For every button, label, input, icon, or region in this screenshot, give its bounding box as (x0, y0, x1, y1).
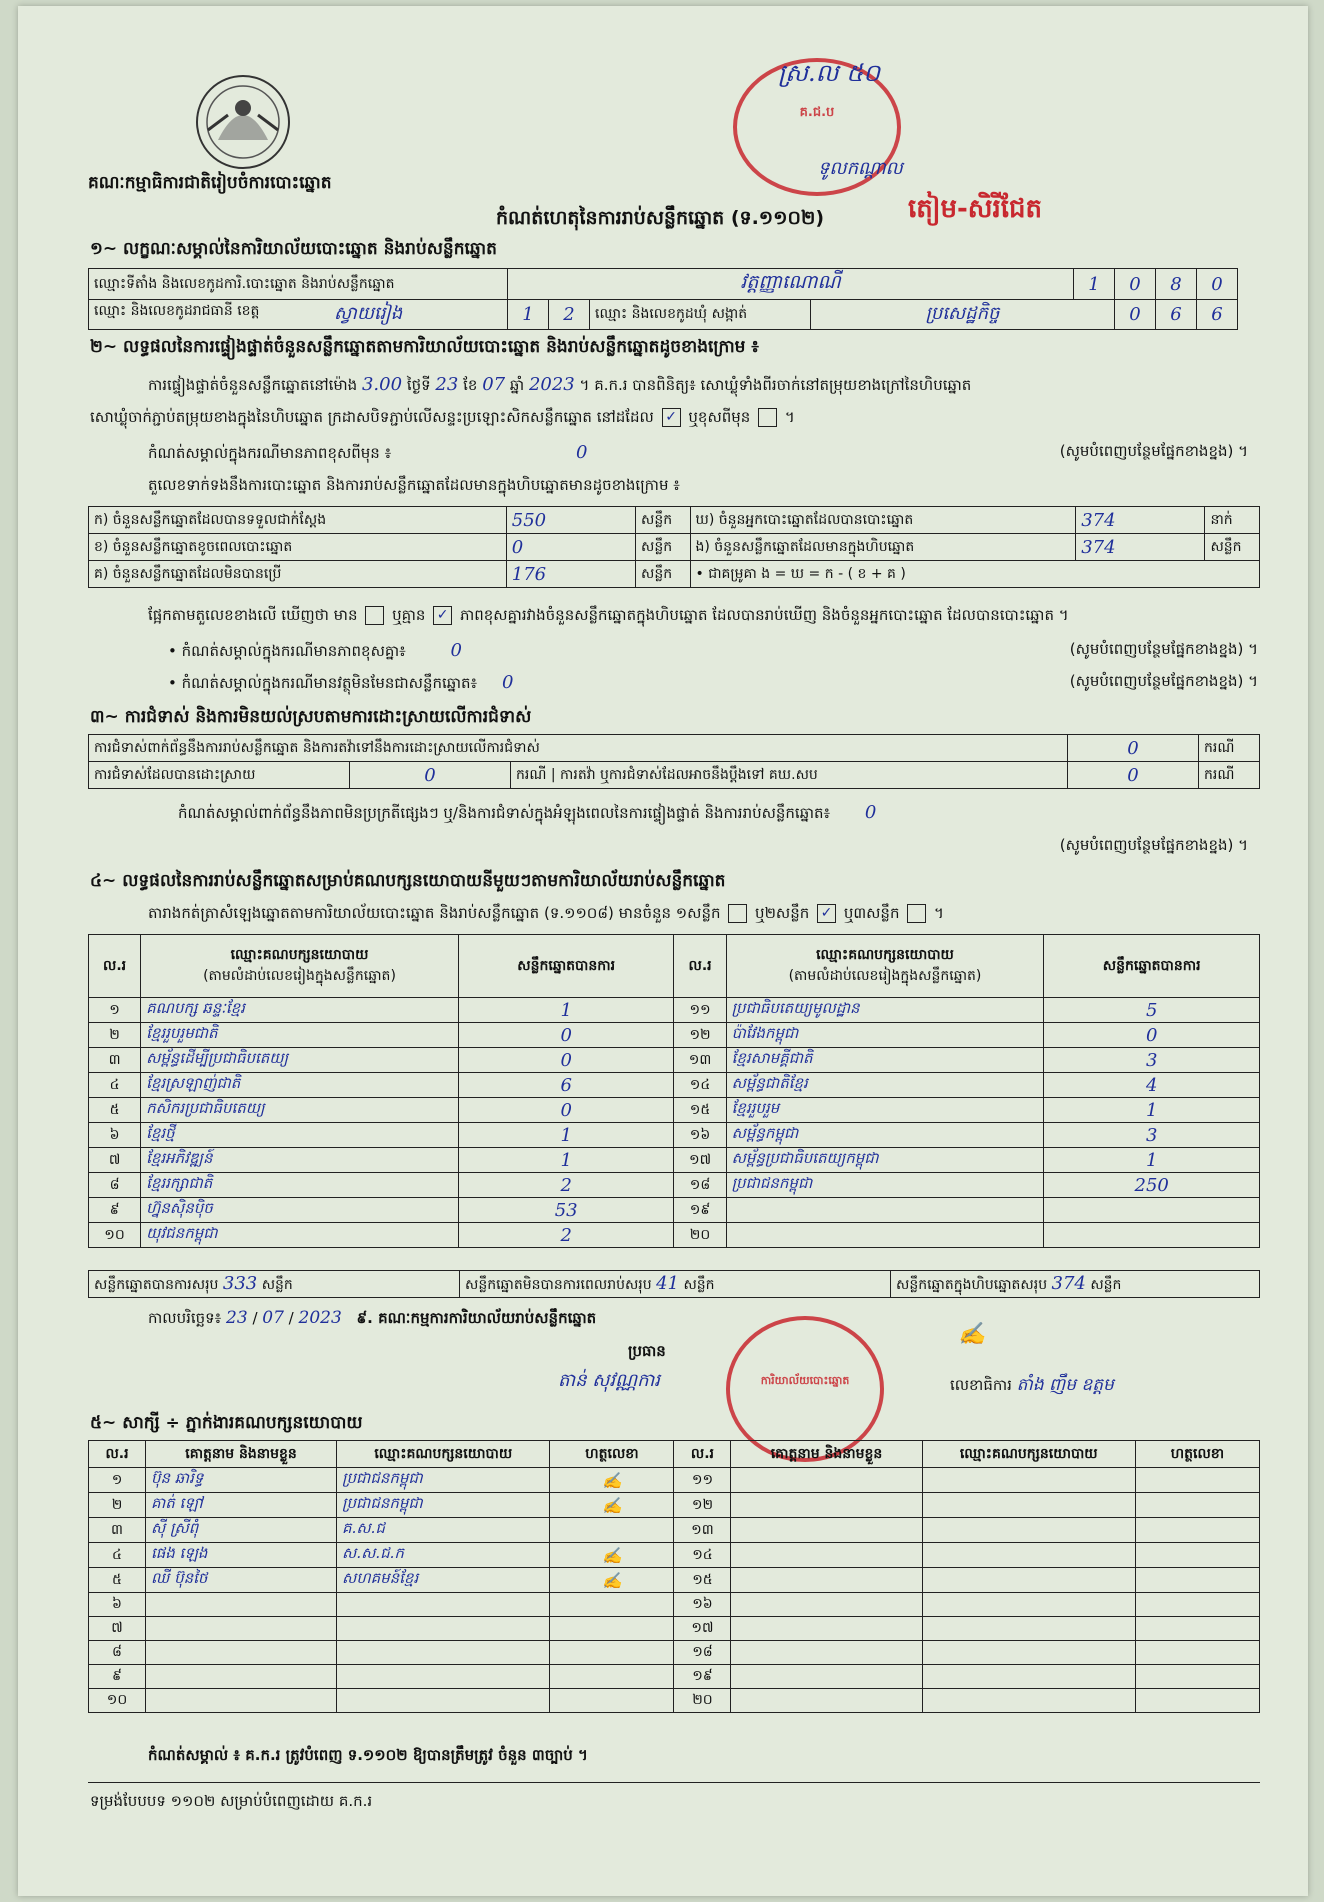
row-number: ៦ (89, 1593, 146, 1617)
row-number: ២០ (674, 1223, 726, 1248)
row-number: ៧ (89, 1617, 146, 1641)
witness-signature (550, 1665, 674, 1689)
voters-value: 374 (1076, 507, 1205, 534)
irregularity-hint: (សូមបំពេញបន្ថែមផ្នែកខាងខ្នង) ។ (1059, 836, 1248, 854)
section5-title: ៥~ សាក្សី ÷ ភ្នាក់ងារគណបក្សនយោបាយ (90, 1413, 363, 1433)
witness-signature: ✍ (550, 1568, 674, 1593)
commune-code-digit: 6 (1197, 300, 1238, 330)
witness-signature (1135, 1568, 1259, 1593)
row-number: ១៥ (674, 1568, 731, 1593)
witness-name (145, 1689, 336, 1713)
three-sheets-checkbox[interactable] (907, 904, 926, 923)
party-name: ប៉ាវែងកម្ពុជា (726, 1023, 1044, 1048)
province-note: តៀម-សិរីជែត (908, 194, 1043, 224)
row-number: ១៥ (674, 1098, 726, 1123)
no-difference-checkbox[interactable]: ✓ (433, 606, 452, 625)
unused-ballots-value: 176 (506, 561, 635, 588)
party-votes: 1 (458, 998, 674, 1023)
row-number: ១៨ (674, 1641, 731, 1665)
witness-signature: ✍ (550, 1493, 674, 1518)
row-number: ១០ (89, 1223, 141, 1248)
witness-party: គ.ស.ជ (337, 1518, 550, 1543)
witness-party (337, 1617, 550, 1641)
figures-table: ក) ចំនួនសន្លឹកឆ្នោតដែលបានទទួលជាក់ស្តែង 550 សន្លឹក ឃ) ចំនួនអ្នកបោះឆ្នោតដែលបានបោះឆ្នោត 374 នាក់ ខ) ចំនួនសន្លឹកឆ្នោតខូចពេលបោះឆ្នោត 0 សន្លឹក ង) ចំនួនសន្លឹកឆ្នោតដែលមានក្នុងហិបឆ្នោត 374 សន្លឹក គ) ចំនួនសន្លឹកឆ្នោតដែលមិនបានប្រើ 176 សន្លឹក • ជាគម្រូគា ង = ឃ = ក - ( ខ + គ ) (88, 506, 1260, 588)
section3-title: ៣~ ការជំទាស់ និងការមិនយល់ស្របតាមការដោះស្រាយលើការជំទាស់ (90, 707, 532, 727)
witness-row (89, 1689, 1260, 1713)
official-stamp-bottom: ការិយាល័យបោះឆ្នោត (726, 1316, 884, 1462)
results-row (89, 1123, 1260, 1148)
row-number: ១៨ (674, 1173, 726, 1198)
witness-party (337, 1665, 550, 1689)
witness-signature (1135, 1617, 1259, 1641)
row-number: ១៧ (674, 1617, 731, 1641)
row-number: ១៦ (674, 1123, 726, 1148)
bullet-note-2-value: 0 (501, 672, 514, 693)
party-votes: 53 (458, 1198, 674, 1223)
results-row (89, 1148, 1260, 1173)
witness-party (922, 1543, 1135, 1568)
row-number: ១១ (674, 998, 726, 1023)
witness-signature (1135, 1518, 1259, 1543)
spoiled-ballots-label: ខ) ចំនួនសន្លឹកឆ្នោតខូចពេលបោះឆ្នោត (89, 534, 507, 561)
row-number: ៤ (89, 1073, 141, 1098)
spoiled-ballots-value: 0 (506, 534, 635, 561)
row-number: ១៤ (674, 1073, 726, 1098)
party-name: ខ្មែរអភិវឌ្ឍន៍ (141, 1148, 459, 1173)
witness-party: ប្រជាជនកម្ពុជា (337, 1468, 550, 1493)
witness-name (731, 1518, 922, 1543)
witness-row (89, 1641, 1260, 1665)
witness-signature (1135, 1468, 1259, 1493)
party-votes: 1 (458, 1123, 674, 1148)
verification-year: 2023 (528, 374, 575, 395)
party-votes: 2 (458, 1223, 674, 1248)
party-votes: 3 (1044, 1048, 1260, 1073)
results-row (89, 1173, 1260, 1198)
witness-signature: ✍ (550, 1468, 674, 1493)
row-number: ៨ (89, 1641, 146, 1665)
witness-name (731, 1543, 922, 1568)
witness-party (922, 1689, 1135, 1713)
witness-name (731, 1641, 922, 1665)
witness-name (731, 1593, 922, 1617)
results-row (89, 998, 1260, 1023)
party-votes (1044, 1223, 1260, 1248)
party-votes (1044, 1198, 1260, 1223)
one-sheet-checkbox[interactable] (728, 904, 747, 923)
form-footer: ទម្រង់បែបបទ ១១០២ សម្រាប់បំពេញដោយ គ.ក.រ (90, 1792, 373, 1810)
row-number: ២០ (674, 1689, 731, 1713)
witness-signature (550, 1641, 674, 1665)
witness-row (89, 1617, 1260, 1641)
witness-name (731, 1665, 922, 1689)
witness-row (89, 1518, 1260, 1543)
form-title: កំណត់ហេតុនៃការរាប់សន្លឹកឆ្នោត (ទ.១១០២) (496, 207, 825, 229)
received-ballots-value: 550 (506, 507, 635, 534)
figures-intro: តួលេខទាក់ទងនឹងការបោះឆ្នោត និងការរាប់សន្លឹកឆ្នោតដែលមានក្នុងហិបឆ្នោតមានដូចខាងក្រោម ៖ (148, 476, 680, 494)
polling-code-digit: 8 (1156, 269, 1197, 300)
verification-line-1: ការផ្ទៀងផ្ទាត់ចំនួនសន្លឹកឆ្នោតនៅម៉ោង 3.00 ថ្ងៃទី 23 ខែ 07 ឆ្នាំ 2023 ។ គ.ក.រ បានពិនិត្យ៖ សោឃ្លុំទាំងពីរចាក់នៅតម្រុយខាងក្រៅនៃហិបឆ្នោត (148, 374, 972, 395)
witness-party (922, 1493, 1135, 1518)
total-invalid: សន្លឹកឆ្នោតមិនបានការពេលរាប់សរុប 41 សន្លឹក (460, 1271, 891, 1298)
voters-label: ឃ) ចំនួនអ្នកបោះឆ្នោតដែលបានបោះឆ្នោត (690, 507, 1076, 534)
witness-name (145, 1617, 336, 1641)
witness-party (337, 1689, 550, 1713)
province-label: ឈ្មោះ និងលេខកូដរាជធានី ខេត្ត (94, 303, 260, 319)
appealed-label: ករណី | ការតវ៉ា ឬការជំទាស់ដែលអាចនឹងប្ដឹងទៅ គឃ.សប (511, 762, 1068, 789)
polling-label: ឈ្មោះទីតាំង និងលេខកូដការិ.បោះឆ្នោត និងរាប់សន្លឹកឆ្នោត (89, 269, 508, 300)
irregularity-note: កំណត់សម្គាល់ពាក់ព័ន្ធនឹងភាពមិនប្រក្រតីផ្សេងៗ ឬ/និងការជំទាស់ក្នុងអំឡុងពេលនៃការផ្ទៀងផ្ទាត់ និងការរាប់សន្លឹកឆ្នោត៖ 0 (178, 802, 877, 823)
witness-party (922, 1593, 1135, 1617)
witness-signature (1135, 1689, 1259, 1713)
party-name (726, 1223, 1044, 1248)
total-in-box: សន្លឹកឆ្នោតក្នុងហិបឆ្នោតសរុប 374 សន្លឹក (891, 1271, 1260, 1298)
row-number: ១២ (674, 1493, 731, 1518)
objections-label: ការជំទាស់ពាក់ព័ន្ធនឹងការរាប់សន្លឹកឆ្នោត និងការតវ៉ាទៅនឹងការដោះស្រាយលើការជំទាស់ (89, 735, 1068, 762)
commune-label: ឈ្មោះ និងលេខកូដឃុំ សង្កាត់ (590, 300, 811, 330)
party-votes: 5 (1044, 998, 1260, 1023)
witness-party (922, 1568, 1135, 1593)
witness-row (89, 1593, 1260, 1617)
witness-signature (1135, 1593, 1259, 1617)
verification-time: 3.00 (361, 374, 403, 395)
verification-month: 07 (482, 374, 506, 395)
commune-value: ប្រសេដ្ឋកិច្ច (811, 300, 1115, 330)
results-row (89, 1223, 1260, 1248)
row-number: ១៩ (674, 1665, 731, 1689)
party-votes: 0 (458, 1023, 674, 1048)
has-difference-checkbox[interactable] (365, 606, 384, 625)
party-votes: 0 (458, 1098, 674, 1123)
witness-signature (550, 1617, 674, 1641)
row-number: ១០ (89, 1689, 146, 1713)
objections-table: ការជំទាស់ពាក់ព័ន្ធនឹងការរាប់សន្លឹកឆ្នោត និងការតវ៉ាទៅនឹងការដោះស្រាយលើការជំទាស់ 0 ករណី ការជំទាស់ដែលបានដោះស្រាយ 0 ករណី | ការតវ៉ា ឬការជំទាស់ដែលអាចនឹងប្ដឹងទៅ គឃ.សប 0 ករណី (88, 734, 1260, 789)
row-number: ១៣ (674, 1518, 731, 1543)
row-number: ៩ (89, 1665, 146, 1689)
same-checkbox[interactable]: ✓ (662, 408, 681, 427)
province-code-digit: 1 (508, 300, 549, 330)
party-name: ប្រជាធិបតេយ្យមូលដ្ឋាន (726, 998, 1044, 1023)
party-votes: 6 (458, 1073, 674, 1098)
bullet-note-2: • កំណត់សម្គាល់ក្នុងករណីមានវត្ថុមិនមែនជាសន្លឹកឆ្នោត៖ 0 (សូមបំពេញបន្ថែមផ្នែកខាងខ្នង) ។ (168, 672, 1258, 693)
row-number: ១៧ (674, 1148, 726, 1173)
row-number: ៧ (89, 1148, 141, 1173)
party-name: យុវជនកម្ពុជា (141, 1223, 459, 1248)
chair-label: ប្រធាន (628, 1342, 666, 1360)
handwritten-note-top-2: ទូលកណ្ដាល (818, 158, 903, 179)
party-votes: 2 (458, 1173, 674, 1198)
verification-day: 23 (435, 374, 459, 395)
province-value: ស្វាយរៀង (334, 303, 403, 324)
org-name: គណៈកម្មាធិការជាតិរៀបចំការបោះឆ្នោត (88, 173, 332, 193)
results-row (89, 1073, 1260, 1098)
results-table: ល.រ ឈ្មោះគណបក្សនយោបាយ (តាមលំដាប់លេខរៀងក្នុងសន្លឹកឆ្នោត) សន្លឹកឆ្នោតបានការ ល.រ ឈ្មោះគណបក្សនយោបាយ (តាមលំដាប់លេខរៀងក្នុងសន្លឹកឆ្នោត) សន្លឹកឆ្នោតបានការ ១ គណបក្ស ឆន្ទៈខ្មែរ 1 ១១ ប្រជាធិបតេយ្យមូលដ្ឋាន 5 ២ ខ្មែររួបរួមជាតិ 0 ១២ ប៉ាវែងកម្ពុជា 0 ៣ សម្ព័ន្ធដើម្បីប្រជាធិបតេយ្យ 0 ១៣ ខ្មែរសាមគ្គីជាតិ 3 ៤ ខ្មែរស្រឡាញ់ជាតិ 6 ១៤ សម្ព័ន្ធជាតិខ្មែរ 4 ៥ កសិករប្រជាធិបតេយ្យ 0 ១៥ ខ្មែររួបរួម 1 ៦ ខ្មែរថ្មី 1 ១៦ សម្ព័ន្ធកម្ពុជា 3 ៧ ខ្មែរអភិវឌ្ឍន៍ 1 ១៧ សម្ព័ន្ធប្រជាធិបតេយ្យកម្ពុជា 1 ៨ ខ្មែររក្សាជាតិ 2 ១៨ ប្រជាជនកម្ពុជា 250 ៩ ហ្វ៊ុនស៊ិនប៉ិច 53 ១៩ ១០ យុវជនកម្ពុជា 2 ២០ (88, 934, 1260, 1248)
row-number: ១២ (674, 1023, 726, 1048)
witness-party (922, 1468, 1135, 1493)
resolved-value: 0 (350, 762, 511, 789)
witness-name: ផេង ឡេង (145, 1543, 336, 1568)
party-name (726, 1198, 1044, 1223)
resolved-label: ការជំទាស់ដែលបានដោះស្រាយ (89, 762, 350, 789)
commune-code-digit: 6 (1156, 300, 1197, 330)
witness-party (922, 1518, 1135, 1543)
witness-name (731, 1689, 922, 1713)
bullet-note-1: • កំណត់សម្គាល់ក្នុងករណីមានភាពខុសគ្នា៖ 0 (សូមបំពេញបន្ថែមផ្នែកខាងខ្នង) ។ (168, 640, 1258, 661)
party-name: សម្ព័ន្ធកម្ពុជា (726, 1123, 1044, 1148)
witness-signature (550, 1689, 674, 1713)
row-number: ៩ (89, 1198, 141, 1223)
party-votes: 0 (458, 1048, 674, 1073)
secretary-signature: ✍ (958, 1322, 986, 1347)
polling-value: វត្តញ្ញាណោណី (508, 269, 1074, 300)
section4-title: ៤~ លទ្ធផលនៃការរាប់សន្លឹកឆ្នោតសម្រាប់គណបក្សនយោបាយនីមួយៗតាមការិយាល័យរាប់សន្លឹកឆ្នោត (90, 871, 726, 891)
row-number: ១១ (674, 1468, 731, 1493)
polling-code-digit: 1 (1074, 269, 1115, 300)
secretary-line: លេខាធិការ តាំង ញឹម ឧត្តម (950, 1375, 1114, 1395)
witness-party (922, 1665, 1135, 1689)
party-name: សម្ព័ន្ធដើម្បីប្រជាធិបតេយ្យ (141, 1048, 459, 1073)
two-sheets-checkbox[interactable]: ✓ (817, 904, 836, 923)
difference-note-value: 0 (575, 442, 588, 463)
party-votes: 0 (1044, 1023, 1260, 1048)
witness-signature (550, 1593, 674, 1617)
party-name: ខ្មែរស្រឡាញ់ជាតិ (141, 1073, 459, 1098)
row-number: ២ (89, 1493, 146, 1518)
witness-name (145, 1641, 336, 1665)
handwritten-note-top: ស្រ.ល ៥០ (778, 59, 881, 87)
official-stamp-top: គ.ជ.ប (733, 58, 901, 196)
row-number: ៤ (89, 1543, 146, 1568)
row-number: ៨ (89, 1173, 141, 1198)
results-row (89, 1023, 1260, 1048)
different-checkbox[interactable] (758, 408, 777, 427)
party-name: សម្ព័ន្ធប្រជាធិបតេយ្យកម្ពុជា (726, 1148, 1044, 1173)
footer-divider (88, 1782, 1260, 1783)
row-number: ២ (89, 1023, 141, 1048)
witness-signature (550, 1518, 674, 1543)
witness-name: ស៊ី ស្រីពុំ (145, 1518, 336, 1543)
unused-ballots-label: គ) ចំនួនសន្លឹកឆ្នោតដែលមិនបានប្រើ (89, 561, 507, 588)
witness-signature (1135, 1543, 1259, 1568)
commune-code-digit: 0 (1115, 300, 1156, 330)
date-line: កាលបរិច្ឆេទ៖ 23 / 07 / 2023 ៩. គណៈកម្មការការិយាល័យរាប់សន្លឹកឆ្នោត (148, 1308, 597, 1328)
totals-table (88, 1270, 1260, 1298)
row-number: ១៦ (674, 1593, 731, 1617)
received-ballots-label: ក) ចំនួនសន្លឹកឆ្នោតដែលបានទទួលជាក់ស្តែង (89, 507, 507, 534)
bullet-note-1-value: 0 (450, 640, 462, 661)
row-number: ៣ (89, 1518, 146, 1543)
section2-title: ២~ លទ្ធផលនៃការផ្ទៀងផ្ទាត់ចំនួនសន្លឹកឆ្នោតតាមការិយាល័យបោះឆ្នោត និងរាប់សន្លឹកឆ្នោតដូចខាងក្រោម ៖ (90, 337, 759, 357)
row-number: ១៤ (674, 1543, 731, 1568)
witness-name: ឈី ប៊ុនថៃ (145, 1568, 336, 1593)
party-name: ខ្មែរសាមគ្គីជាតិ (726, 1048, 1044, 1073)
row-number: ១៩ (674, 1198, 726, 1223)
party-name: សម្ព័ន្ធជាតិខ្មែរ (726, 1073, 1044, 1098)
witness-row (89, 1543, 1260, 1568)
party-votes: 1 (1044, 1098, 1260, 1123)
witness-signature (1135, 1493, 1259, 1518)
witness-name (731, 1568, 922, 1593)
row-number: ១៣ (674, 1048, 726, 1073)
witness-row (89, 1665, 1260, 1689)
witness-party: សហគមន៍ខ្មែរ (337, 1568, 550, 1593)
party-votes: 1 (1044, 1148, 1260, 1173)
witness-signature (1135, 1665, 1259, 1689)
appealed-value: 0 (1068, 762, 1199, 789)
row-number: ១ (89, 998, 141, 1023)
polling-code-digit: 0 (1115, 269, 1156, 300)
party-name: ខ្មែររួបរួម (726, 1098, 1044, 1123)
province-code-digit: 2 (549, 300, 590, 330)
results-row (89, 1098, 1260, 1123)
witness-name (145, 1593, 336, 1617)
ballots-in-box-label: ង) ចំនួនសន្លឹកឆ្នោតដែលមានក្នុងហិបឆ្នោត (690, 534, 1076, 561)
witness-name (731, 1468, 922, 1493)
row-number: ៥ (89, 1098, 141, 1123)
party-votes: 3 (1044, 1123, 1260, 1148)
witness-signature (1135, 1641, 1259, 1665)
verification-line-2: សោឃ្លុំចាក់ភ្ជាប់តម្រុយខាងក្នុងនៃហិបឆ្នោត ក្រដាសបិទភ្ជាប់លើសន្ទះប្រឡោះសិកសន្លឹកឆ្នោត នៅដដែល ✓ ឬខុសពីមុន ។ (90, 408, 795, 426)
footnote: កំណត់សម្គាល់ ៖ គ.ក.រ ត្រូវបំពេញ ទ.១១០២ ឱ្យបានត្រឹមត្រូវ ចំនួន ៣ច្បាប់ ។ (148, 1746, 588, 1764)
party-name: ខ្មែរថ្មី (141, 1123, 459, 1148)
party-votes: 4 (1044, 1073, 1260, 1098)
party-votes: 250 (1044, 1173, 1260, 1198)
witness-row (89, 1468, 1260, 1493)
witness-row (89, 1493, 1260, 1518)
results-row (89, 1198, 1260, 1223)
witness-row (89, 1568, 1260, 1593)
polling-station-table (88, 268, 1238, 330)
party-name: ខ្មែររួបរួមជាតិ (141, 1023, 459, 1048)
witness-party (922, 1641, 1135, 1665)
witness-table: ល.រ គោត្តនាម និងនាមខ្លួន ឈ្មោះគណបក្សនយោបាយ ហត្ថលេខា ល.រ គោត្តនាម និងនាមខ្លួន ឈ្មោះគណបក្សនយោបាយ ហត្ថលេខា ១ ប៊ុន ឆារិទ្ធ ប្រជាជនកម្ពុជា ✍ ១១ ២ គាត់ ឡៅ ប្រជាជនកម្ពុជា ✍ ១២ ៣ ស៊ី ស្រីពុំ គ.ស.ជ ១៣ ៤ ផេង ឡេង ស.ស.ជ.ក ✍ ១៤ ៥ ឈី ប៊ុនថៃ សហគមន៍ខ្មែរ ✍ ១៥ ៦ ១៦ ៧ ១៧ ៨ ១៨ ៩ ១៩ ១០ ២០ (88, 1440, 1260, 1713)
tally-sheet-count: តារាងកត់ត្រាសំឡេងឆ្នោតតាមការិយាល័យបោះឆ្នោត និងរាប់សន្លឹកឆ្នោត (ទ.១១០៨) មានចំនួន ១សន្លឹក ឬ២សន្លឹក ✓ ឬ៣សន្លឹក ។ (148, 904, 944, 922)
formula-text: • ជាគម្រូគា ង = ឃ = ក - ( ខ + គ ) (690, 561, 1260, 588)
objections-value: 0 (1068, 735, 1199, 762)
row-number: ៦ (89, 1123, 141, 1148)
witness-name: គាត់ ឡៅ (145, 1493, 336, 1518)
difference-check-line: ផ្អែកតាមតួលេខខាងលើ ឃើញថា មាន ឬគ្មាន ✓ ភាពខុសគ្នារវាងចំនួនសន្លឹកឆ្នោតក្នុងហិបឆ្នោត ដែលបានរាប់ឃើញ និងចំនួនអ្នកបោះឆ្នោត ដែលបានបោះឆ្នោត ។ (148, 606, 1069, 624)
witness-party: ប្រជាជនកម្ពុជា (337, 1493, 550, 1518)
witness-name: ប៊ុន ឆារិទ្ធ (145, 1468, 336, 1493)
party-name: ខ្មែររក្សាជាតិ (141, 1173, 459, 1198)
witness-name (731, 1617, 922, 1641)
ballots-in-box-value: 374 (1076, 534, 1205, 561)
witness-signature: ✍ (550, 1543, 674, 1568)
section1-title: ១~ លក្ខណៈសម្គាល់នៃការិយាល័យបោះឆ្នោត និងរាប់សន្លឹកឆ្នោត (90, 239, 497, 259)
difference-note-line: កំណត់សម្គាល់ក្នុងករណីមានភាពខុសពីមុន ៖ 0 (សូមបំពេញបន្ថែមផ្នែកខាងខ្នង) ។ (148, 442, 1248, 463)
nec-emblem-logo (188, 70, 298, 174)
witness-name (145, 1665, 336, 1689)
witness-party: ស.ស.ជ.ក (337, 1543, 550, 1568)
row-number: ១ (89, 1468, 146, 1493)
row-number: ៥ (89, 1568, 146, 1593)
witness-party (922, 1617, 1135, 1641)
witness-party (337, 1593, 550, 1617)
witness-name (731, 1493, 922, 1518)
party-name: ប្រជាជនកម្ពុជា (726, 1173, 1044, 1198)
irregularity-note-value: 0 (864, 802, 877, 823)
results-row (89, 1048, 1260, 1073)
party-name: កសិករប្រជាធិបតេយ្យ (141, 1098, 459, 1123)
total-valid: សន្លឹកឆ្នោតបានការសរុប 333 សន្លឹក (89, 1271, 460, 1298)
witness-party (337, 1641, 550, 1665)
document-page (18, 6, 1308, 1896)
party-name: គណបក្ស ឆន្ទៈខ្មែរ (141, 998, 459, 1023)
party-votes: 1 (458, 1148, 674, 1173)
polling-code-digit: 0 (1197, 269, 1238, 300)
row-number: ៣ (89, 1048, 141, 1073)
chair-name: តាន់ សុវណ្ណការ (558, 1370, 660, 1391)
party-name: ហ្វ៊ុនស៊ិនប៉ិច (141, 1198, 459, 1223)
